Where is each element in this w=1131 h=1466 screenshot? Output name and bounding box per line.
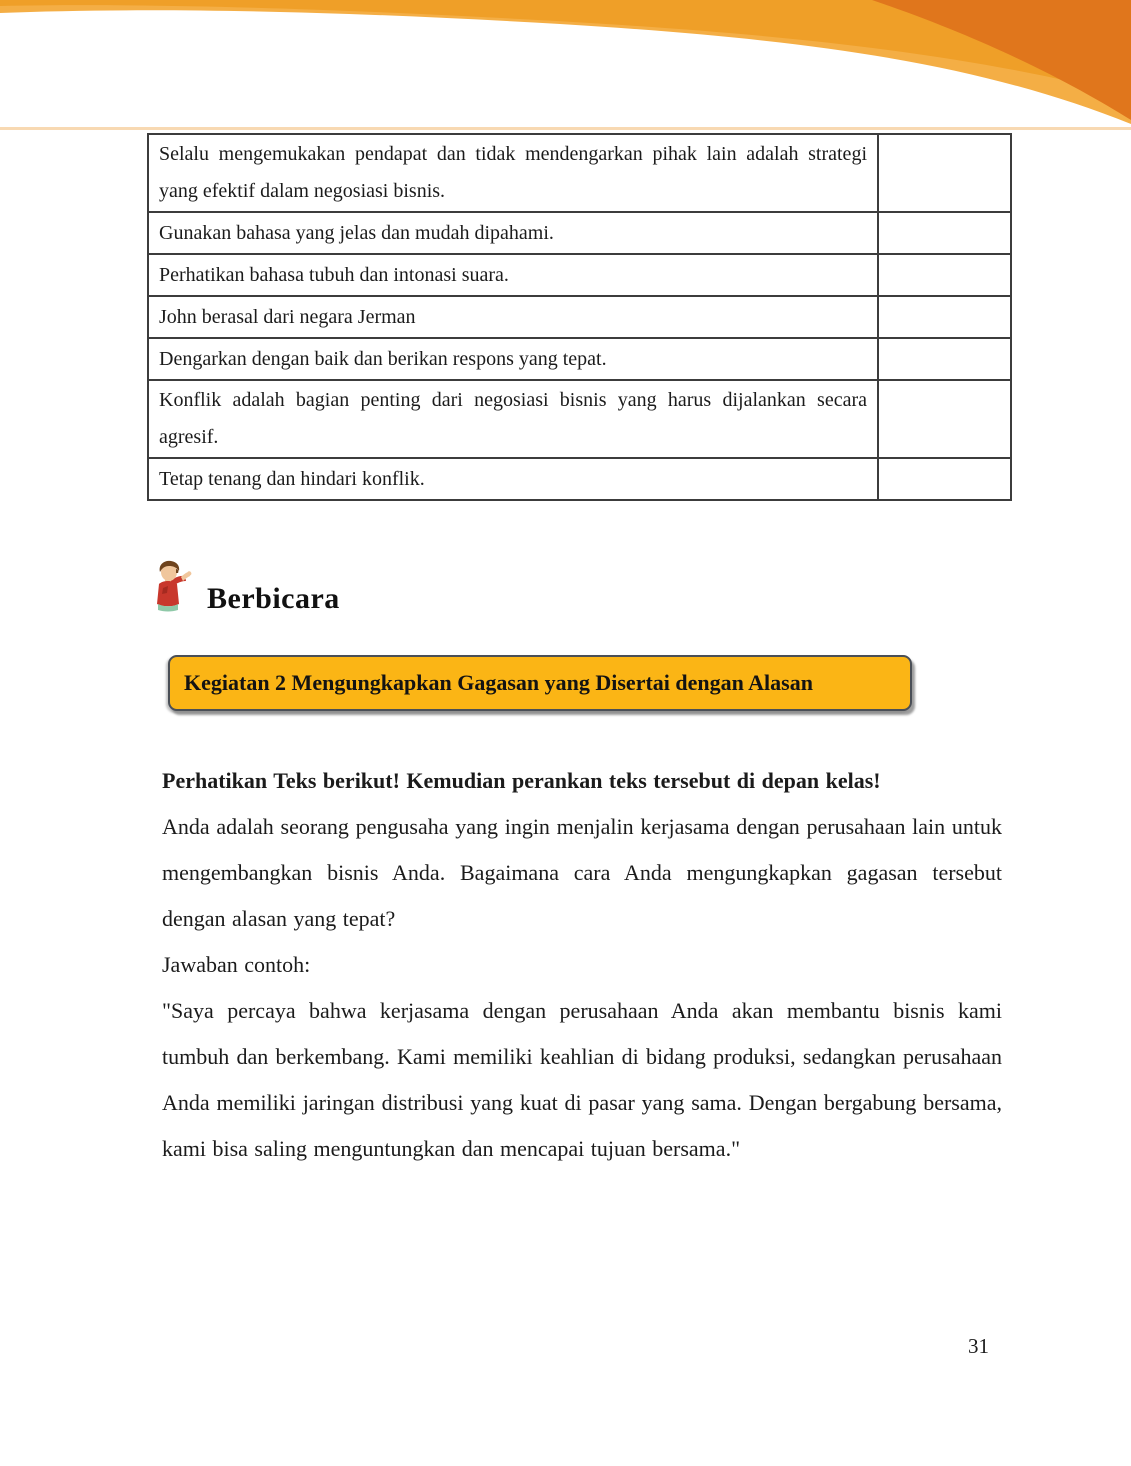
statement-cell: Dengarkan dengan baik dan berikan respons yang tepat. (148, 338, 878, 380)
response-cell (878, 254, 1011, 296)
statement-cell: Gunakan bahasa yang jelas dan mudah dipahami. (148, 212, 878, 254)
header-wave-decoration (0, 0, 1131, 127)
statement-cell: Selalu mengemukakan pendapat dan tidak mendengarkan pihak lain adalah strategi yang efektif dalam negosiasi bisnis. (148, 134, 878, 212)
table-row (148, 380, 1011, 458)
response-cell (878, 338, 1011, 380)
statements-table (147, 133, 1012, 501)
header-divider-line (0, 127, 1131, 130)
statement-cell: Perhatikan bahasa tubuh dan intonasi suara. (148, 254, 878, 296)
response-cell (878, 380, 1011, 458)
table-row (148, 338, 1011, 380)
response-cell (878, 134, 1011, 212)
section-title: Berbicara (207, 582, 340, 615)
response-cell (878, 212, 1011, 254)
body-content (162, 758, 1002, 1172)
activity-banner-label: Kegiatan 2 Mengungkapkan Gagasan yang Disertai dengan Alasan (184, 670, 813, 695)
statement-cell: John berasal dari negara Jerman (148, 296, 878, 338)
page-number: 31 (968, 1334, 989, 1358)
table-row (148, 212, 1011, 254)
statement-cell: Konflik adalah bagian penting dari negosiasi bisnis yang harus dijalankan secara agresif. (148, 380, 878, 458)
activity-banner (168, 655, 912, 711)
table-row (148, 458, 1011, 500)
table-row (148, 134, 1011, 212)
table-row (148, 296, 1011, 338)
statement-cell: Tetap tenang dan hindari konflik. (148, 458, 878, 500)
table-row (148, 254, 1011, 296)
answer-label: Jawaban contoh: (162, 952, 311, 977)
section-heading (145, 560, 340, 618)
response-cell (878, 458, 1011, 500)
scenario-text: Anda adalah seorang pengusaha yang ingin menjalin kerjasama dengan perusahaan lain untuk mengembangkan bisnis Anda. Bagaimana cara Anda mengungkapkan gagasan tersebut dengan alasan yang tepat? (162, 814, 1002, 931)
example-answer-text: "Saya percaya bahwa kerjasama dengan perusahaan Anda akan membantu bisnis kami tumbuh dan berkembang. Kami memiliki keahlian di bidang produksi, sedangkan perusahaan Anda memiliki jaringan distribusi yang kuat di pasar yang sama. Dengan bergabung bersama, kami bisa saling menguntungkan dan mencapai tujuan bersama." (162, 998, 1002, 1161)
response-cell (878, 296, 1011, 338)
speaking-person-icon (145, 560, 193, 618)
instruction-text: Perhatikan Teks berikut! Kemudian perankan teks tersebut di depan kelas! (162, 768, 881, 793)
